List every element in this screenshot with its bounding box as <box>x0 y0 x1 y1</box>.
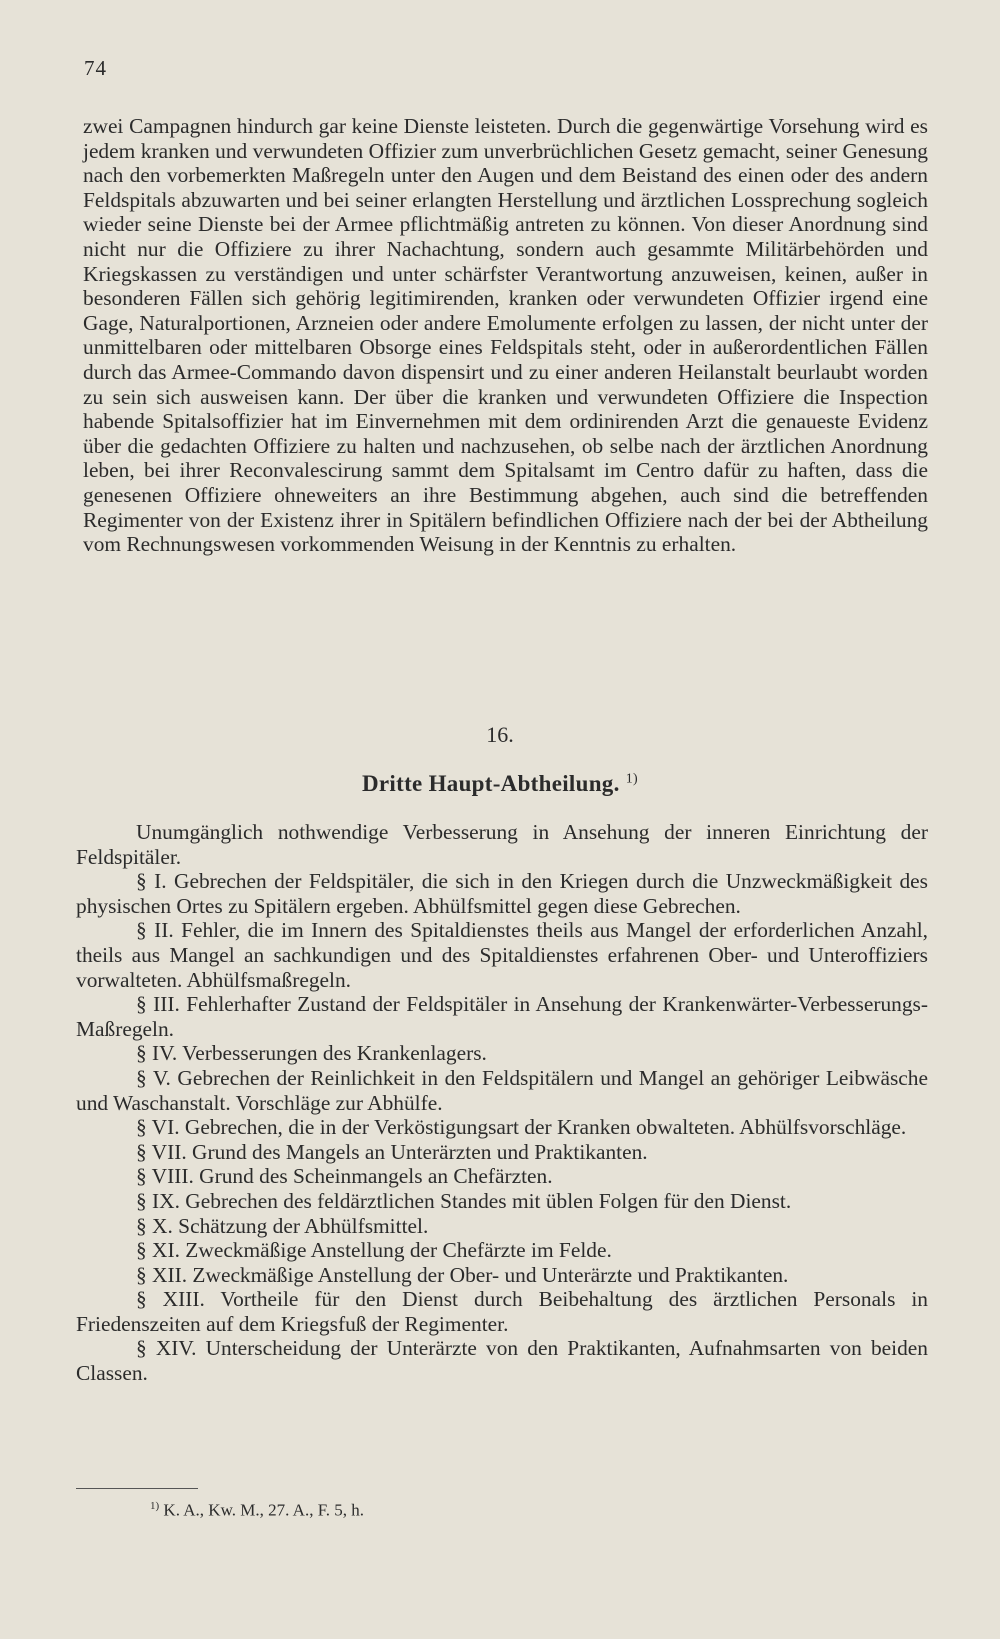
contents-item: § XI. Zweckmäßige Anstellung der Chefärzte im Felde. <box>136 1238 612 1263</box>
contents-item: § V. Gebrechen der Reinlichkeit in den Feldspitälern und Mangel an gehöriger Leibwäsche und Waschanstalt. Vorschläge zur Abhülfe. <box>76 1065 928 1115</box>
contents-item: § VII. Grund des Mangels an Unterärzten und Praktikanten. <box>136 1139 648 1164</box>
contents-item: § I. Gebrechen der Feldspitäler, die sich in den Kriegen durch die Unzweckmäßigkeit des physischen Ortes zu Spitälern ergeben. Abhülfsmittel gegen diese Gebrechen. <box>76 869 928 918</box>
contents-item: § IV. Verbesserungen des Krankenlagers. <box>136 1041 487 1066</box>
page-number: 74 <box>84 56 107 80</box>
contents-item: § IX. Gebrechen des feldärztlichen Standes mit üblen Folgen für den Dienst. <box>136 1188 792 1213</box>
contents-item: § VI. Gebrechen, die in der Verköstigungsart der Kranken obwalteten. Abhülfsvorschläge. <box>136 1115 907 1140</box>
contents-item: § X. Schätzung der Abhülfsmittel. <box>136 1213 429 1238</box>
contents-item: § XII. Zweckmäßige Anstellung der Ober- und Unterärzte und Praktikanten. <box>136 1262 789 1287</box>
contents-item: § XIV. Unterscheidung der Unterärzte von den Praktikanten, Aufnahmsarten von beiden Classen. <box>76 1336 928 1386</box>
contents-item: § VIII. Grund des Scheinmangels an Chefärzten. <box>136 1164 553 1189</box>
section-heading <box>0 771 1000 797</box>
section-number: 16. <box>486 722 514 747</box>
footnote-reference: 1) <box>625 771 638 787</box>
section-contents <box>76 820 928 1386</box>
contents-intro: Unumgänglich nothwendige Verbesserung in Ansehung der inneren Einrichtung der Feldspitäler. <box>76 820 928 869</box>
footnote-text: K. A., Kw. M., 27. A., F. 5, h. <box>163 1500 365 1520</box>
body-text <box>83 114 928 557</box>
footnote-divider <box>76 1488 198 1489</box>
body-paragraph: zwei Campagnen hindurch gar keine Dienste leisteten. Durch die gegenwärtige Vorsehung wird es jedem kranken und verwundeten Offizier zum unverbrüchlichen Gesetz gemacht, seiner Genesung nach den vorbemerkten Maßregeln unter den Augen und dem Beistand des einen oder des andern Feldspitals abzuwarten und bei seiner erlangten Herstellung und ärztlichen Lossprechung sogleich wieder seine Dienste bei der Armee pflichtmäßig antreten zu können. Von dieser Anordnung sind nicht nur die Offiziere zu ihrer Nachachtung, sondern auch gesammte Militärbehörden und Kriegskassen zu verständigen und unter schärfster Verantwortung anzuweisen, keinen, außer in besonderen Fällen sich gehörig legitimirenden, kranken oder verwundeten Offizier irgend eine Gage, Naturalportionen, Arzneien oder andere Emolumente erfolgen zu lassen, der nicht unter der unmittelbaren oder mittelbaren Obsorge eines Feldspitals steht, oder in außerordentlichen Fällen durch das Armee-Commando davon dispensirt und zu einer anderen Heilanstalt beurlaubt worden zu sein sich ausweisen kann. Der über die kranken und verwundeten Offiziere die Inspection habende Spitalsoffizier hat im Einvernehmen mit dem ordinirenden Arzt die genaueste Evidenz über die gedachten Offiziere zu halten und nachzusehen, ob selbe nach der ärztlichen Anordnung leben, bei ihrer Reconvalescirung sammt dem Spitalsamt im Centro dafür zu haften, dass die genesenen Offiziere ohneweiters an ihre Bestimmung abgehen, auch sind die betreffenden Regimenter von der Existenz ihrer in Spitälern befindlichen Offiziere nach der bei der Abtheilung vom Rechnungswesen vorkommenden Weisung in der Kenntnis zu erhalten. <box>83 114 928 557</box>
contents-item: § III. Fehlerhafter Zustand der Feldspitäler in Ansehung der Krankenwärter-Verbesserungs-Maßregeln. <box>76 992 928 1041</box>
contents-item: § XIII. Vortheile für den Dienst durch Beibehaltung des ärztlichen Personals in Friedenszeiten auf dem Kriegsfuß der Regimenter. <box>76 1287 928 1336</box>
contents-item: § II. Fehler, die im Innern des Spitaldienstes theils aus Mangel der erforderlichen Anzahl, theils aus Mangel an sachkundigen und des Spitaldienstes erfahrenen Ober- und Unteroffiziers vorwalteten. Abhülfsmaßregeln. <box>76 918 928 992</box>
footnote-marker: 1) <box>150 1500 160 1512</box>
footnote <box>150 1500 364 1521</box>
section-heading-text: Dritte Haupt-Abtheilung. <box>362 771 620 796</box>
